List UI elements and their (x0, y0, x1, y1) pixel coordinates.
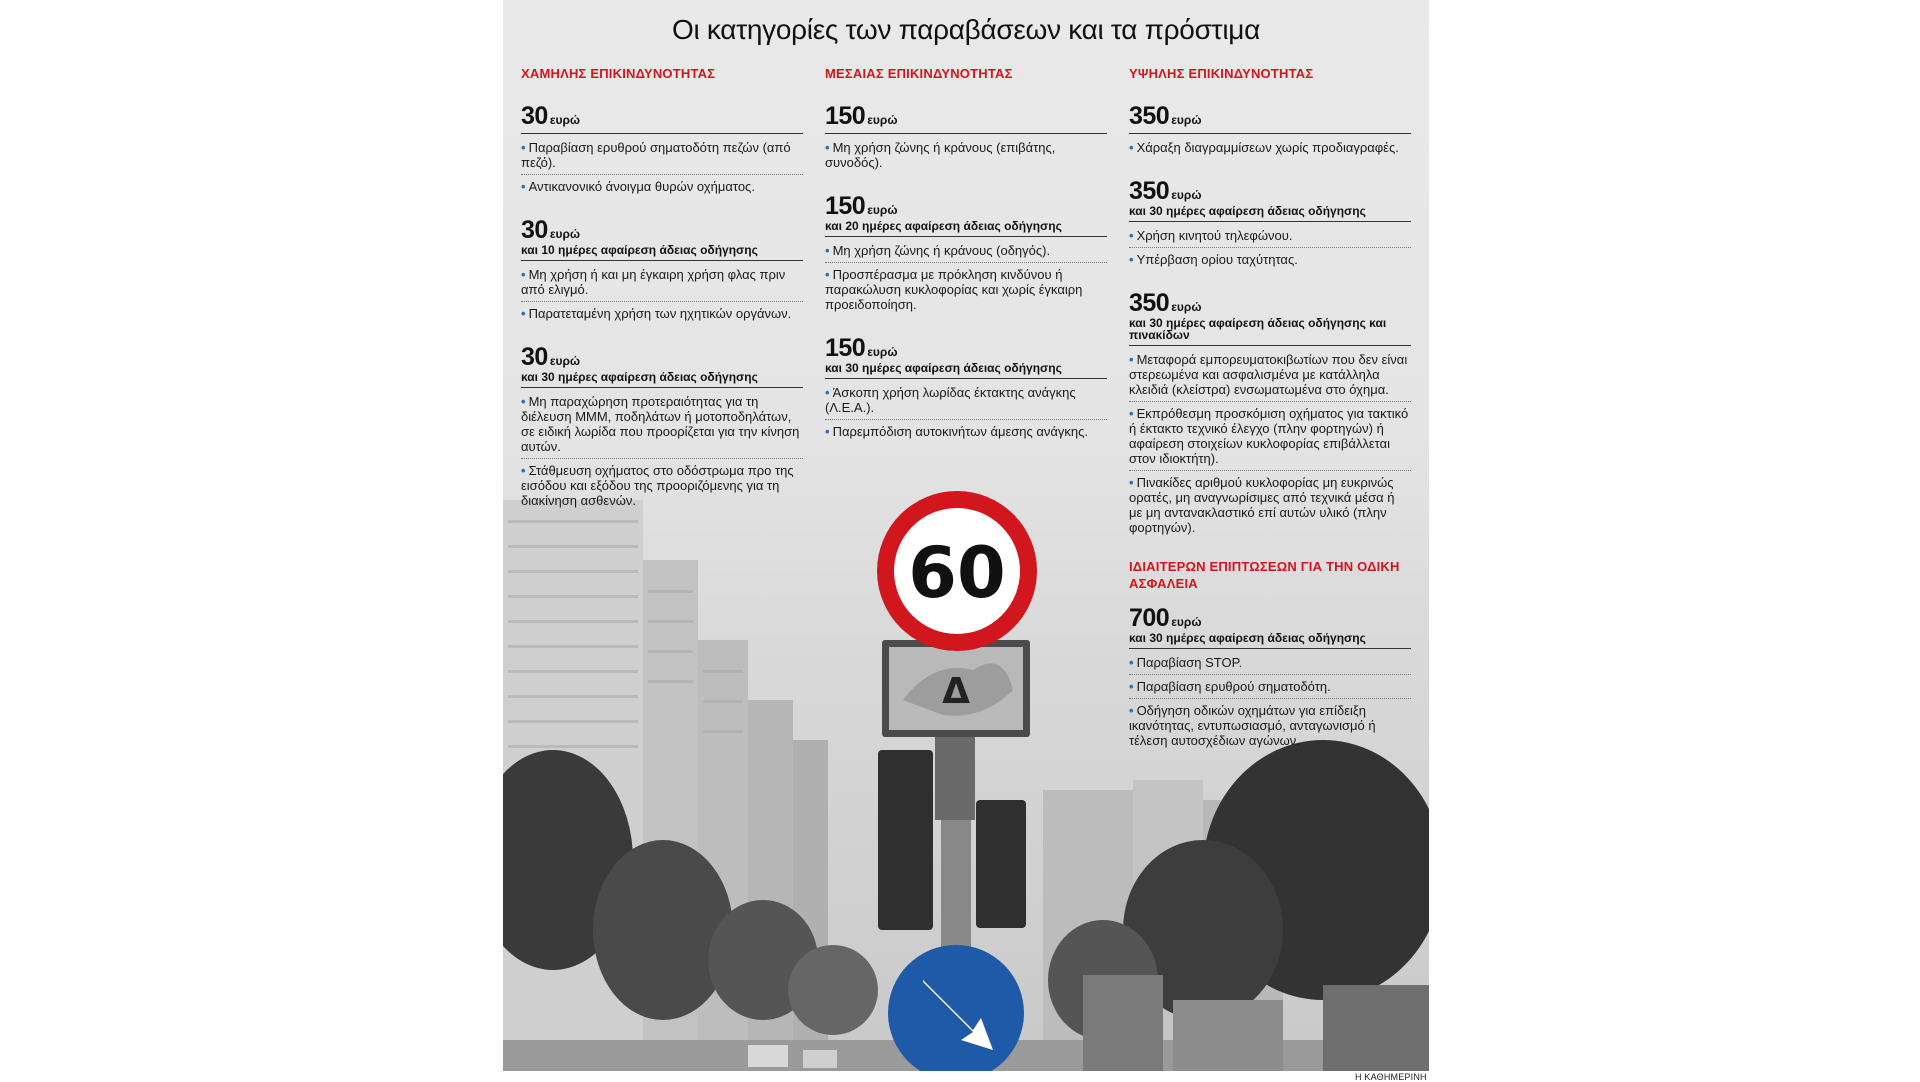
fine-heading (521, 218, 803, 256)
violation-item (825, 136, 1107, 174)
zone-plate-letter: Δ (942, 671, 970, 712)
violation-item (521, 459, 803, 512)
violation-text: Χάραξη διαγραμμίσεων χωρίς προδιαγραφές. (1136, 140, 1399, 156)
fine-penalty: και 30 ημέρες αφαίρεση άδειας οδήγησης και πινακίδων (1129, 316, 1387, 343)
column-low-risk (521, 66, 803, 532)
fine-penalty: και 30 ημέρες αφαίρεση άδειας οδήγησης (521, 370, 758, 385)
bullet-icon: • (825, 140, 830, 156)
fine-amount: 30 (521, 343, 548, 372)
fine-divider (825, 378, 1107, 379)
category-heading: ΜΕΣΑΙΑΣ ΕΠΙΚΙΝΔΥΝΟΤΗΤΑΣ (825, 66, 1013, 81)
fine-amount: 700 (1129, 603, 1170, 632)
violation-text: Οδήγηση οδικών οχημάτων για επίδειξη ικανότητας, εντυπωσιασμό, ανταγωνισμό ή τέλεση αυτοσχέδιων αγώνων. (1129, 702, 1376, 748)
bullet-icon: • (521, 463, 526, 479)
bullet-icon: • (1129, 228, 1134, 244)
fine-heading (825, 104, 1107, 129)
violation-text: Πινακίδες αριθμού κυκλοφορίας μη ευκρινώς ορατές, μη αναγνωρίσιμες από τεχνικά μέσα ή με μη αντανακλαστικό επί αυτών υλικό (πλην φορτηγών). (1129, 475, 1395, 536)
fine-amount: 30 (521, 102, 548, 131)
violation-text: Παρατεταμένη χρήση των ηχητικών οργάνων. (528, 306, 792, 322)
fine-unit: ευρώ (1171, 300, 1202, 315)
bullet-icon: • (1129, 475, 1134, 491)
violation-text: Υπέρβαση ορίου ταχύτητας. (1136, 252, 1298, 268)
fine-unit: ευρώ (867, 113, 898, 128)
violation-text: Εκπρόθεσμη προσκόμιση οχήματος για τακτικό ή έκτακτο τεχνικό έλεγχο (πλην φορτηγών) ή αφαίρεση στοιχείων κυκλοφορίας επιβάλλεται στον ιδιοκτήτη). (1129, 406, 1409, 467)
bullet-icon: • (521, 179, 526, 195)
speed-limit-number: 60 (908, 532, 1006, 614)
column-high-risk (1129, 66, 1411, 772)
violation-text: Αντικανονικό άνοιγμα θυρών οχήματος. (528, 179, 755, 195)
fine-unit: ευρώ (549, 227, 581, 242)
fine-heading (825, 194, 1107, 232)
fine-amount: 150 (825, 102, 866, 131)
fine-unit: ευρώ (867, 345, 898, 360)
bullet-icon: • (825, 424, 830, 440)
fine-block (825, 104, 1107, 174)
fine-block (521, 104, 803, 198)
violation-text: Στάθμευση οχήματος στο οδόστρωμα προ της εισόδου και εξόδου της προοριζόμενης για τη διακίνηση ασθενών. (521, 463, 794, 509)
fine-heading (1129, 104, 1411, 129)
bullet-icon: • (521, 267, 526, 283)
violation-item (1129, 248, 1411, 271)
violation-item (521, 263, 803, 302)
bullet-icon: • (521, 306, 526, 322)
violation-text: Μη χρήση ζώνης ή κράνους (επιβάτης, συνοδός). (825, 140, 1056, 171)
bullet-icon: • (1129, 702, 1134, 718)
bullet-icon: • (521, 140, 526, 156)
violation-text: Παραβίαση ερυθρού σηματοδότη. (1136, 678, 1331, 694)
violation-item (1129, 699, 1411, 752)
column-medium-risk (825, 66, 1107, 463)
violation-text: Προσπέρασμα με πρόκληση κινδύνου ή παρακώλυση κυκλοφορίας και χωρίς έγκαιρη προειδοποίηση. (825, 267, 1083, 313)
violation-item (521, 175, 803, 198)
fine-divider (1129, 345, 1411, 346)
violation-item (825, 263, 1107, 316)
publisher-credit: Η ΚΑΘΗΜΕΡΙΝΗ (1355, 1072, 1427, 1082)
violation-text: Παρεμπόδιση αυτοκινήτων άμεσης ανάγκης. (832, 424, 1089, 440)
violation-item (521, 136, 803, 175)
fine-block (1129, 291, 1411, 539)
fine-penalty: και 30 ημέρες αφαίρεση άδειας οδήγησης (1129, 630, 1366, 645)
fine-unit: ευρώ (549, 354, 581, 369)
fine-heading (1129, 291, 1411, 341)
fine-heading (521, 345, 803, 383)
fine-amount: 350 (1129, 289, 1170, 318)
fine-amount: 30 (521, 216, 548, 245)
fine-unit: ευρώ (1171, 188, 1202, 203)
fine-penalty: και 30 ημέρες αφαίρεση άδειας οδήγησης (825, 361, 1062, 376)
fine-block (521, 218, 803, 325)
violation-text: Μη χρήση ζώνης ή κράνους (οδηγός). (832, 243, 1051, 259)
violation-item (1129, 651, 1411, 675)
bullet-icon: • (521, 394, 526, 410)
fine-unit: ευρώ (1171, 614, 1202, 629)
fine-amount: 350 (1129, 177, 1170, 206)
bullet-icon: • (1129, 352, 1134, 368)
bullet-icon: • (825, 385, 830, 401)
fine-heading (1129, 603, 1411, 645)
fine-penalty: και 10 ημέρες αφαίρεση άδειας οδήγησης (521, 243, 758, 258)
violation-text: Χρήση κινητού τηλεφώνου. (1136, 228, 1293, 244)
fine-block (1129, 104, 1411, 159)
bullet-icon: • (1129, 252, 1134, 268)
category-heading: ΥΨΗΛΗΣ ΕΠΙΚΙΝΔΥΝΟΤΗΤΑΣ (1129, 66, 1314, 81)
bullet-icon: • (825, 267, 830, 283)
violation-item (825, 381, 1107, 420)
fine-heading (521, 104, 803, 129)
fine-divider (1129, 648, 1411, 649)
category-heading-special: ΙΔΙΑΙΤΕΡΩΝ ΕΠΙΠΤΩΣΕΩΝ ΓΙΑ ΤΗΝ ΟΔΙΚΗ ΑΣΦΑΛΕΙΑ (1129, 559, 1400, 591)
violation-text: Παραβίαση ερυθρού σηματοδότη πεζών (από πεζό). (521, 140, 791, 171)
fine-divider (825, 133, 1107, 134)
fine-block (521, 345, 803, 512)
fine-unit: ευρώ (549, 113, 581, 128)
bullet-icon: • (1129, 654, 1134, 670)
violation-item (521, 390, 803, 459)
bullet-icon: • (825, 243, 830, 259)
violation-text: Μη χρήση ή και μη έγκαιρη χρήση φλας πριν από ελιγμό. (521, 267, 786, 298)
violation-text: Μη παραχώρηση προτεραιότητας για τη διέλευση ΜΜΜ, ποδηλάτων ή μοτοποδηλάτων, σε ειδική λωρίδα που προορίζεται για την κίνηση αυτών. (521, 394, 800, 455)
fine-divider (1129, 221, 1411, 222)
violation-item (1129, 136, 1411, 159)
violation-item (1129, 471, 1411, 539)
fine-amount: 150 (825, 334, 866, 363)
category-heading: ΧΑΜΗΛΗΣ ΕΠΙΚΙΝΔΥΝΟΤΗΤΑΣ (521, 66, 716, 81)
fine-penalty: και 30 ημέρες αφαίρεση άδειας οδήγησης (1129, 204, 1366, 219)
fine-divider (1129, 133, 1411, 134)
infographic-panel (503, 0, 1429, 1071)
bullet-icon: • (1129, 678, 1134, 694)
violation-item (1129, 224, 1411, 248)
fine-unit: ευρώ (1171, 113, 1202, 128)
fine-divider (521, 260, 803, 261)
fine-block (825, 194, 1107, 316)
fine-penalty: και 20 ημέρες αφαίρεση άδειας οδήγησης (825, 219, 1062, 234)
violation-text: Άσκοπη χρήση λωρίδας έκτακτης ανάγκης (Λ.Ε.Α.). (825, 385, 1076, 416)
fine-amount: 150 (825, 192, 866, 221)
violation-item (1129, 675, 1411, 699)
violation-item (825, 420, 1107, 443)
fine-amount: 350 (1129, 102, 1170, 131)
violation-item (1129, 348, 1411, 402)
violation-text: Μεταφορά εμπορευματοκιβωτίων που δεν είναι στερεωμένα και ασφαλισμένα με κατάλληλα κλειδιά (κλείστρα) ενσωματωμένα στο όχημα. (1129, 352, 1408, 398)
bullet-icon: • (1129, 406, 1134, 422)
violation-item (521, 302, 803, 325)
violation-item (1129, 402, 1411, 471)
fine-divider (521, 133, 803, 134)
fine-block (1129, 179, 1411, 271)
page-title: Οι κατηγορίες των παραβάσεων και τα πρόστιμα (672, 14, 1260, 45)
violation-item (825, 239, 1107, 263)
fine-divider (825, 236, 1107, 237)
fine-heading (825, 336, 1107, 374)
fine-block (825, 336, 1107, 443)
fine-unit: ευρώ (867, 203, 898, 218)
fine-divider (521, 387, 803, 388)
violation-text: Παραβίαση STOP. (1136, 654, 1243, 670)
bullet-icon: • (1129, 140, 1134, 156)
fine-block (1129, 603, 1411, 752)
fine-heading (1129, 179, 1411, 217)
